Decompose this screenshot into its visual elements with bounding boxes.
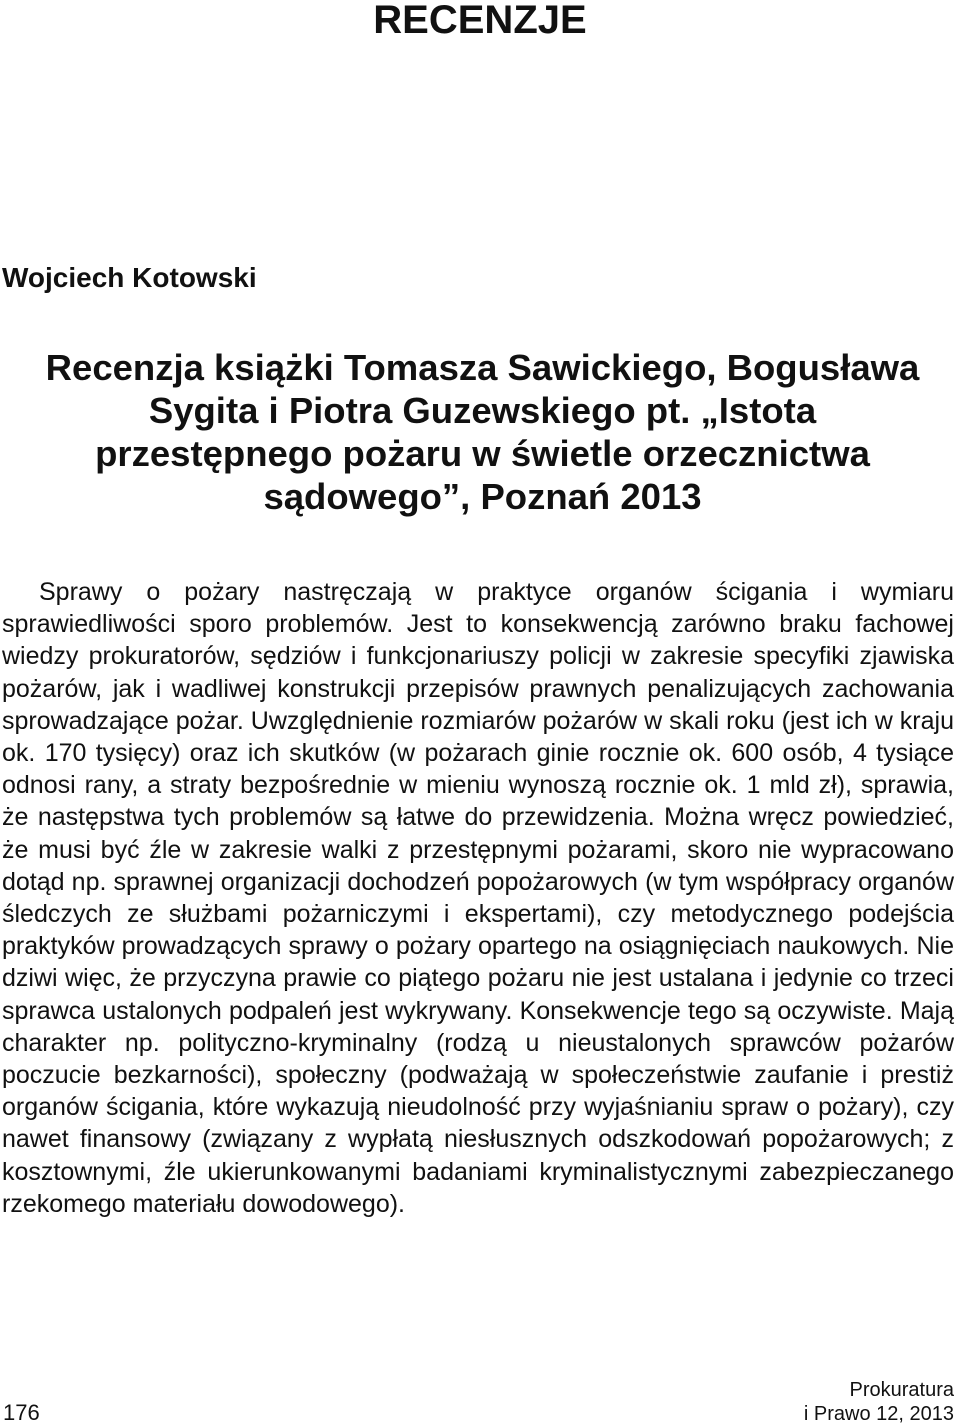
article-title: Recenzja książki Tomasza Sawickiego, Bogusława Sygita i Piotra Guzewskiego pt. „Istota przestępnego pożaru w świetle orzecznictwa sądowego”, Poznań 2013 (45, 347, 920, 517)
journal-issue: i Prawo 12, 2013 (803, 1403, 954, 1425)
journal-info (804, 1378, 954, 1426)
page-number: 176 (3, 1400, 40, 1425)
journal-name: Prokuratura (849, 1379, 954, 1401)
section-header: RECENZJE (373, 0, 587, 42)
author-name: Wojciech Kotowski (2, 262, 257, 293)
body-paragraph: Sprawy o pożary nastręczają w praktyce organów ścigania i wymiaru sprawiedliwości sporo problemów. Jest to konsekwencją zarówno braku fachowej wiedzy prokuratorów, sędziów i funkcjonariuszy policji w zakresie specyfiki zjawiska pożarów, jak i wadliwej konstrukcji przepisów prawnych penalizujących zachowania sprowadzające pożar. Uwzględnienie rozmiarów pożarów w skali roku (jest ich w kraju ok. 170 tysięcy) oraz ich skutków (w pożarach ginie rocznie ok. 600 osób, 4 tysiące odnosi rany, a straty bezpośrednie w mieniu wynoszą rocznie ok. 1 mld zł), sprawia, że następstwa tych problemów są łatwe do przewidzenia. Można wręcz powiedzieć, że musi być źle w zakresie walki z przestępnymi pożarami, skoro nie wypracowano dotąd np. sprawnej organizacji dochodzeń popożarowych (w tym współpracy organów śledczych ze służbami pożarniczymi i ekspertami), czy metodycznego podejścia praktyków prowadzących sprawy o pożary opartego na osiągnięciach naukowych. Nie dziwi więc, że przyczyna prawie co piątego pożaru nie jest ustalana i jedynie co trzeci sprawca ustalonych podpaleń jest wykrywany. Konsekwencje tego są oczywiste. Mają charakter np. polityczno-kryminalny (rodzą u nieustalonych sprawców pożarów poczucie bezkarności), społeczny (podważają w społeczeństwie zaufanie i prestiż organów ścigania, które wykazują nieudolność przy wyjaśnianiu spraw o pożary), czy nawet finansowy (związany z wypłatą niesłusznych odszkodowań popożarowych; z kosztownymi, źle ukierunkowanymi badaniami kryminalistycznymi zabezpieczanego rzekomego materiału dowodowego). (2, 578, 954, 1218)
